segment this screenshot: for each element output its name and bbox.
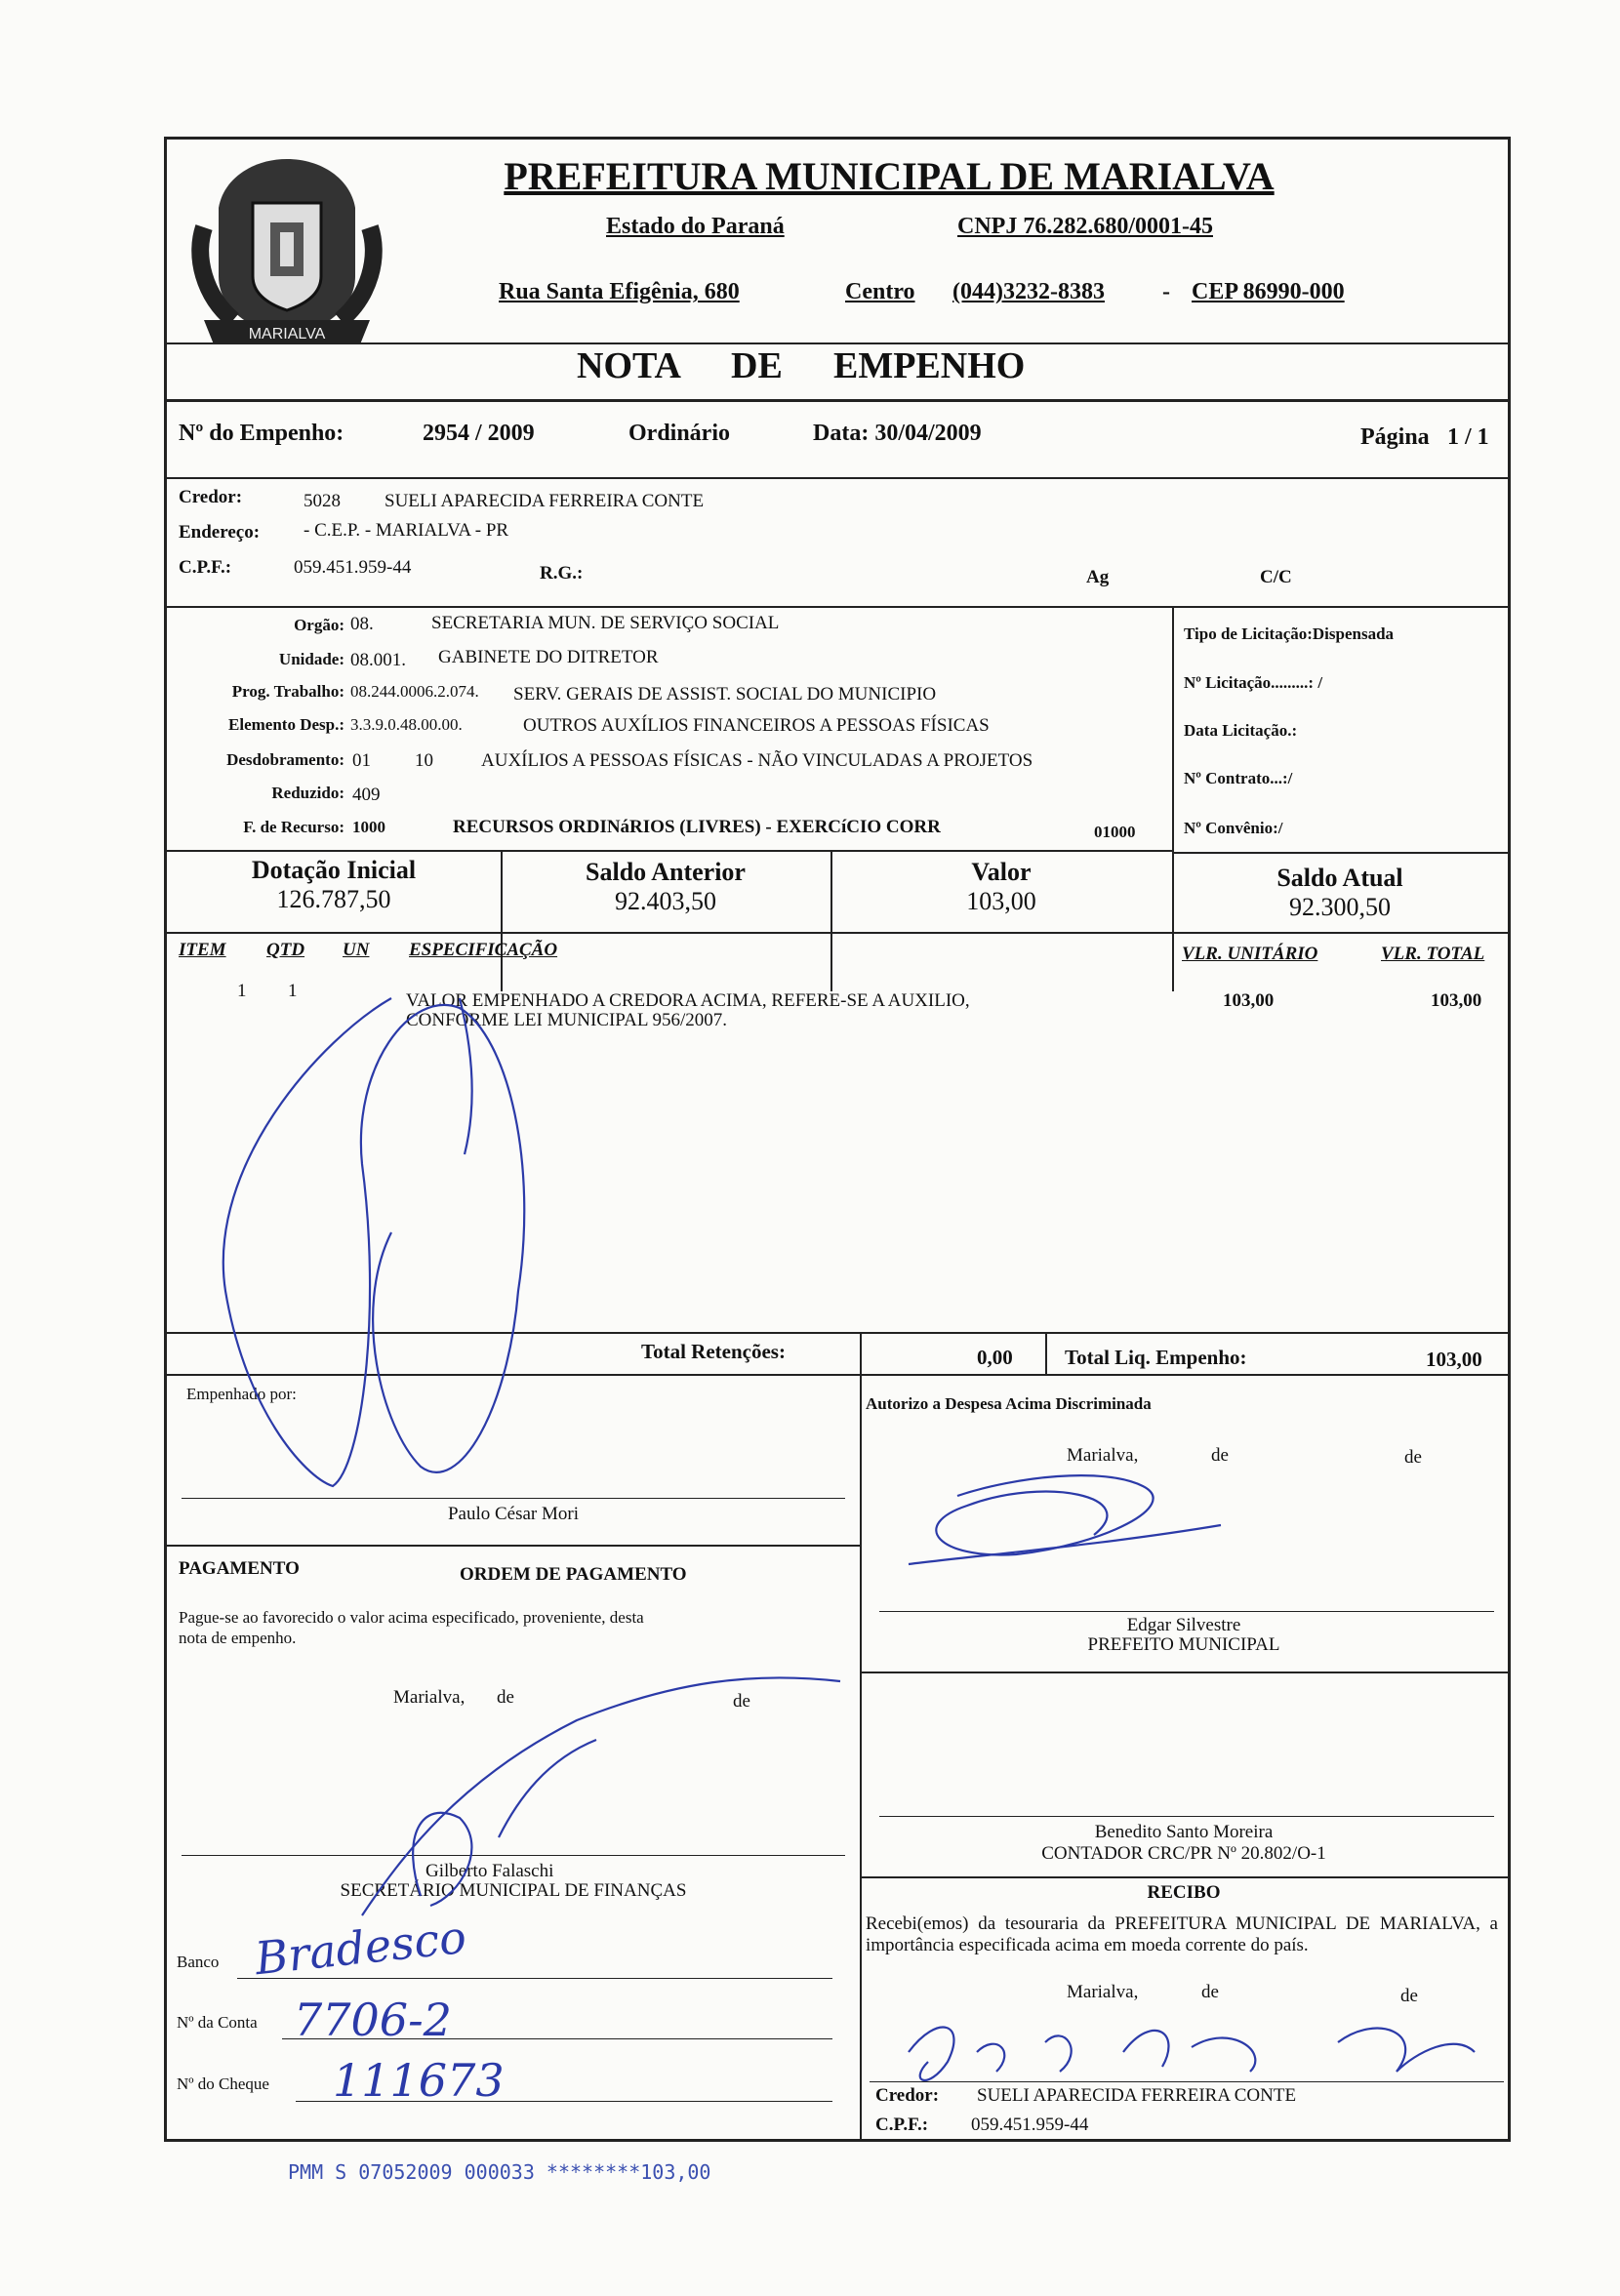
unidade-name: GABINETE DO DITRETOR [438,647,659,667]
autorizo-city: Marialva, [1067,1445,1139,1466]
licitacao-convenio: Nº Convênio:/ [1184,819,1283,837]
autorizo-label: Autorizo a Despesa Acima Discriminada [866,1394,1152,1413]
empenho-form [164,137,1511,2142]
fonte-name: RECURSOS ORDINáRIOS (LIVRES) - EXERCíCIO CORR [453,817,941,837]
header-separator: - [1162,279,1170,304]
retencoes-label: Total Retenções: [641,1340,786,1363]
saldo-anterior-value: 92.403,50 [615,887,716,915]
reduzido-value: 409 [352,785,381,805]
prefeito-name: Edgar Silvestre [1126,1615,1241,1635]
recibo-title: RECIBO [1147,1882,1221,1903]
items-header-item: ITEM [179,940,226,960]
banco-label: Banco [177,1953,220,1971]
empenho-date: Data: 30/04/2009 [813,421,982,446]
orgao-code: 08. [350,614,374,634]
desdobramento-name: AUXÍLIOS A PESSOAS FÍSICAS - NÃO VINCULADAS A PROJETOS [481,750,1033,771]
cheque-handwriting: 111673 [333,2054,505,2107]
item-row-unit-value: 103,00 [1223,990,1275,1011]
address-label: Rua Santa Efigênia, 680 [499,279,740,304]
liquido-label: Total Liq. Empenho: [1065,1346,1247,1369]
pagamento-city: Marialva, [393,1687,466,1708]
licitacao-contrato: Nº Contrato...:/ [1184,769,1293,787]
prefeito-title: PREFEITO MUNICIPAL [1087,1634,1280,1655]
elemento-code: 3.3.9.0.48.00.00. [350,715,463,734]
saldo-atual-label: Saldo Atual [1276,864,1403,892]
empenho-type: Ordinário [628,421,731,446]
page-number: 1 / 1 [1447,424,1489,450]
item-row-total-value: 103,00 [1431,990,1482,1011]
items-header-un: UN [343,940,370,960]
item-row-spec1: VALOR EMPENHADO A CREDORA ACIMA, REFERE-SE A AUXILIO, [406,990,970,1011]
pagamento-text1: Pague-se ao favorecido o valor acima especificado, proveniente, desta [179,1608,644,1627]
desdobramento-code2: 10 [415,750,433,771]
contador-name: Benedito Santo Moreira [1094,1822,1274,1842]
ag-label: Ag [1086,567,1110,587]
cpf-label: C.P.F.: [179,557,232,578]
saldo-anterior-label: Saldo Anterior [586,858,746,886]
items-header-spec: ESPECIFICAÇÃO [409,940,558,960]
cpf-value: 059.451.959-44 [294,557,412,578]
saldo-atual-value: 92.300,50 [1289,893,1391,921]
orgao-name: SECRETARIA MUN. DE SERVIÇO SOCIAL [431,613,780,633]
recibo-cpf-label: C.P.F.: [875,2115,929,2135]
recibo-text: Recebi(emos) da tesouraria da PREFEITURA MUNICIPAL DE MARIALVA, a importância especificada acima em moeda corrente do país. [866,1913,1498,1955]
pagamento-de2: de [733,1691,750,1712]
reduzido-label: Reduzido: [271,784,344,802]
valor-value: 103,00 [966,887,1036,915]
credor-label: Credor: [179,487,243,507]
stamp-text: PMM S 07052009 000033 ********103,00 [288,2160,711,2184]
licitacao-tipo: Tipo de Licitação:Dispensada [1184,624,1395,643]
item-row-qtd: 1 [288,981,298,1001]
coat-text: MARIALVA [248,326,326,342]
retencoes-value: 0,00 [977,1346,1013,1369]
cnpj-label: CNPJ 76.282.680/0001-45 [957,214,1213,239]
item-row-item: 1 [237,981,247,1001]
items-header-unit-value: VLR. UNITÁRIO [1182,944,1318,964]
secretario-title: SECRETÁRIO MUNICIPAL DE FINANÇAS [340,1880,687,1901]
pagamento-text2: nota de empenho. [179,1629,297,1647]
autorizo-de2: de [1404,1447,1422,1468]
empenho-number: 2954 / 2009 [423,421,535,446]
banco-handwriting: Bradesco [252,1910,469,1986]
pagamento-de1: de [497,1687,514,1708]
rg-label: R.G.: [540,563,584,584]
district-label: Centro [845,279,915,304]
unidade-code: 08.001. [350,650,406,670]
address-field-label: Endereço: [179,522,261,543]
licitacao-data: Data Licitação.: [1184,721,1298,740]
prog-name: SERV. GERAIS DE ASSIST. SOCIAL DO MUNICIPIO [513,684,937,705]
page-label: Página [1360,424,1430,450]
secretario-name: Gilberto Falaschi [425,1861,554,1881]
dotacao-label: Dotação Inicial [251,856,417,884]
desdobramento-label: Desdobramento: [226,750,344,769]
recibo-credor-label: Credor: [875,2085,940,2106]
state-label: Estado do Paraná [606,214,785,239]
address-value: - C.E.P. - MARIALVA - PR [304,520,509,541]
empenho-number-label: Nº do Empenho: [179,421,344,446]
org-title: PREFEITURA MUNICIPAL DE MARIALVA [504,154,1275,198]
cheque-label: Nº do Cheque [177,2074,269,2093]
prog-label: Prog. Trabalho: [231,682,344,701]
doc-title-nota: NOTA [577,345,681,386]
item-row-spec2: CONFORME LEI MUNICIPAL 956/2007. [406,1010,728,1030]
credor-name: SUELI APARECIDA FERREIRA CONTE [385,491,705,511]
items-header-qtd: QTD [266,940,305,960]
licitacao-numero: Nº Licitação.........: / [1184,673,1323,692]
empenhado-name: Paulo César Mori [447,1504,580,1524]
liquido-value: 103,00 [1426,1348,1482,1371]
cc-label: C/C [1260,567,1292,587]
elemento-name: OUTROS AUXÍLIOS FINANCEIROS A PESSOAS FÍSICAS [523,715,990,736]
pagamento-label: PAGAMENTO [179,1558,300,1579]
autorizo-de1: de [1211,1445,1229,1466]
recibo-de2: de [1400,1986,1418,2006]
prog-code: 08.244.0006.2.074. [350,682,479,701]
orgao-label: Orgão: [294,616,344,634]
items-header-total-value: VLR. TOTAL [1381,944,1485,964]
recibo-credor-name: SUELI APARECIDA FERREIRA CONTE [977,2085,1297,2106]
fonte-label: F. de Recurso: [243,818,344,836]
unidade-label: Unidade: [278,650,344,668]
elemento-label: Elemento Desp.: [228,715,344,734]
ordem-pagamento-label: ORDEM DE PAGAMENTO [460,1564,687,1585]
desdobramento-code1: 01 [352,750,371,771]
conta-handwriting: 7706-2 [294,1994,452,2046]
fonte-code2: 01000 [1094,823,1136,841]
recibo-city: Marialva, [1067,1982,1139,2002]
recibo-cpf-value: 059.451.959-44 [971,2115,1089,2135]
recibo-de1: de [1201,1982,1219,2002]
doc-title-de: DE [731,345,783,386]
coat-of-arms-icon [184,149,389,354]
empenhado-label: Empenhado por: [186,1385,297,1403]
valor-label: Valor [971,858,1032,886]
doc-title-empenho: EMPENHO [833,345,1026,386]
credor-code: 5028 [304,491,341,511]
phone-label: (044)3232-8383 [952,279,1105,304]
fonte-code: 1000 [352,818,385,836]
dotacao-value: 126.787,50 [276,885,391,913]
cep-label: CEP 86990-000 [1192,279,1345,304]
contador-title: CONTADOR CRC/PR Nº 20.802/O-1 [1041,1843,1326,1864]
conta-label: Nº da Conta [177,2013,258,2032]
